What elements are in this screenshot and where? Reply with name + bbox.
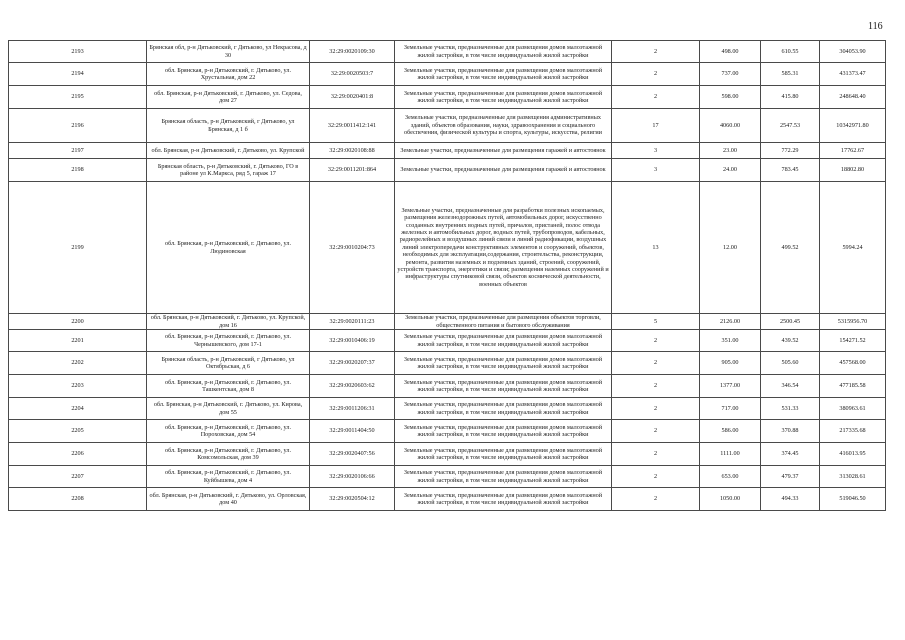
cell-cadastral-number: 32:29:0020207:37 [310,352,395,375]
cell-specific-value: 370.88 [761,420,820,443]
cell-land-use: Земельные участки, предназначенные для размещения домов малоэтажной жилой застройки, в том числе индивидуальной жилой застройки [395,86,612,109]
cell-address: Брянская обл, р-н Дятьковский, г Дятьково, ул Некрасова, д 30 [147,41,310,63]
cell-specific-value: 2547.53 [761,109,820,143]
table-row [9,143,886,159]
cell-area: 24.00 [700,159,761,182]
cell-group-code: 17 [612,109,700,143]
cell-specific-value: 479.37 [761,466,820,488]
cell-cadastral-value: 313028.61 [820,466,886,488]
cell-area: 23.00 [700,143,761,159]
cell-number: 2198 [9,159,147,182]
cell-cadastral-number: 32:29:0010204:73 [310,182,395,314]
cell-area: 737.00 [700,63,761,86]
cadastral-value-table [8,40,886,511]
cell-group-code: 3 [612,143,700,159]
cell-number: 2199 [9,182,147,314]
cell-number: 2202 [9,352,147,375]
cell-area: 653.00 [700,466,761,488]
table-row [9,443,886,466]
table-row [9,159,886,182]
cell-land-use: Земельные участки, предназначенные для размещения гаражей и автостоянок [395,143,612,159]
cell-cadastral-value: 10342971.80 [820,109,886,143]
cell-cadastral-value: 416013.95 [820,443,886,466]
cell-address: обл. Брянская, р-н Дятьковский, г. Дятьково, ул. Пороховская, дом 54 [147,420,310,443]
cell-group-code: 2 [612,41,700,63]
cell-number: 2208 [9,488,147,511]
cell-cadastral-value: 431373.47 [820,63,886,86]
cell-address: обл. Брянская, р-н Дятьковский, г. Дятьково, ул. Куйбышева, дом 4 [147,466,310,488]
cell-land-use: Земельные участки, предназначенные для размещения гаражей и автостоянок [395,159,612,182]
cell-specific-value: 346.54 [761,375,820,398]
cell-area: 4060.00 [700,109,761,143]
cell-group-code: 2 [612,398,700,420]
cell-address: обл. Брянская, р-н Дятьковский, г. Дятьково, ул. Крупской [147,143,310,159]
table-row [9,420,886,443]
cell-address: обл. Брянская, р-н Дятьковский, г. Дятьково, ул. Людиновская [147,182,310,314]
cell-area: 905.00 [700,352,761,375]
cell-specific-value: 439.52 [761,330,820,352]
cell-address: обл. Брянская, р-н Дятьковский, г. Дятьково, ул. Седова, дом 27 [147,86,310,109]
cell-specific-value: 772.29 [761,143,820,159]
cell-land-use: Земельные участки, предназначенные для размещения домов малоэтажной жилой застройки, в том числе индивидуальной жилой застройки [395,63,612,86]
cell-cadastral-number: 32:29:0010406:19 [310,330,395,352]
cell-cadastral-number: 32:29:0011201:864 [310,159,395,182]
table-row [9,314,886,330]
cell-cadastral-value: 5315956.70 [820,314,886,330]
cell-area: 351.00 [700,330,761,352]
cell-number: 2196 [9,109,147,143]
cell-land-use: Земельные участки, предназначенные для размещения домов малоэтажной жилой застройки, в том числе индивидуальной жилой застройки [395,466,612,488]
cell-group-code: 2 [612,63,700,86]
page-number: 116 [868,21,883,32]
cell-area: 598.00 [700,86,761,109]
cell-specific-value: 374.45 [761,443,820,466]
table-row [9,86,886,109]
cell-specific-value: 415.80 [761,86,820,109]
cell-group-code: 2 [612,330,700,352]
cell-number: 2203 [9,375,147,398]
table-row [9,375,886,398]
cell-cadastral-value: 5994.24 [820,182,886,314]
cell-group-code: 2 [612,488,700,511]
cell-specific-value: 505.60 [761,352,820,375]
cell-cadastral-value: 304053.90 [820,41,886,63]
cell-area: 2126.00 [700,314,761,330]
cell-land-use: Земельные участки, предназначенные для размещения домов малоэтажной жилой застройки, в том числе индивидуальной жилой застройки [395,375,612,398]
cell-group-code: 3 [612,159,700,182]
cell-land-use: Земельные участки, предназначенные для размещения домов малоэтажной жилой застройки, в том числе индивидуальной жилой застройки [395,330,612,352]
cell-cadastral-number: 32:29:0020109:30 [310,41,395,63]
cell-number: 2197 [9,143,147,159]
cell-specific-value: 610.55 [761,41,820,63]
cell-specific-value: 783.45 [761,159,820,182]
cell-number: 2205 [9,420,147,443]
cell-specific-value: 531.33 [761,398,820,420]
table-row [9,182,886,314]
cell-group-code: 2 [612,443,700,466]
cell-specific-value: 585.31 [761,63,820,86]
table-row [9,41,886,63]
cell-group-code: 2 [612,466,700,488]
table-row [9,488,886,511]
table-row [9,63,886,86]
table-row [9,330,886,352]
cell-group-code: 2 [612,375,700,398]
cell-cadastral-value: 477185.58 [820,375,886,398]
cell-address: Брянская область, р-н Дятьковский, г Дятьково, ул Брянская, д 1 б [147,109,310,143]
cell-group-code: 13 [612,182,700,314]
cell-specific-value: 2500.45 [761,314,820,330]
cell-cadastral-value: 457568.00 [820,352,886,375]
cell-address: Брянская область, р-н Дятьковский, г. Дятьково, ГО в районе ул К.Маркса, ряд 5, гараж 17 [147,159,310,182]
table-row [9,109,886,143]
cell-land-use: Земельные участки, предназначенные для размещения домов малоэтажной жилой застройки, в том числе индивидуальной жилой застройки [395,420,612,443]
cell-land-use: Земельные участки, предназначенные для размещения домов малоэтажной жилой застройки, в том числе индивидуальной жилой застройки [395,398,612,420]
cell-cadastral-number: 32:29:0020111:23 [310,314,395,330]
cell-cadastral-value: 17762.67 [820,143,886,159]
cell-cadastral-value: 18802.80 [820,159,886,182]
cell-cadastral-value: 248648.40 [820,86,886,109]
cell-address: обл. Брянская, р-н Дятьковский, г. Дятьково, ул. Ташкентская, дом 8 [147,375,310,398]
cell-area: 717.00 [700,398,761,420]
cell-address: обл. Брянская, р-н Дятьковский, г. Дятьково, ул. Орловская, дом 40 [147,488,310,511]
cell-specific-value: 494.33 [761,488,820,511]
cell-number: 2204 [9,398,147,420]
cell-number: 2207 [9,466,147,488]
cell-cadastral-number: 32:29:0020503:7 [310,63,395,86]
cell-cadastral-number: 32:29:0020407:56 [310,443,395,466]
table-row [9,398,886,420]
cell-address: обл. Брянская, р-н Дятьковский, г. Дятьково, ул. Чернышевского, дом 17-1 [147,330,310,352]
cell-address: обл. Брянская, р-н Дятьковский, г. Дятьково, ул. Кирова, дом 55 [147,398,310,420]
cell-number: 2195 [9,86,147,109]
cell-cadastral-number: 32:29:0020106:66 [310,466,395,488]
cell-area: 1050.00 [700,488,761,511]
cell-land-use: Земельные участки, предназначенные для размещения домов малоэтажной жилой застройки, в том числе индивидуальной жилой застройки [395,41,612,63]
cell-cadastral-value: 380963.61 [820,398,886,420]
cell-cadastral-value: 217335.68 [820,420,886,443]
cell-land-use: Земельные участки, предназначенные для разработки полезных ископаемых, размещения железнодорожных путей, автомобильных дорог, искусственно созданных внутренних водных путей, причалов, пристаней, полос отвода железных и автомобильных дорог, водных путей, трубопроводов, кабельных, радиорелейных и воздушных линий связи и линий радиофикации, воздушных линий электропередачи конструктивных элементов и сооружений, объектов, необходимых для эксплуатации,содержания, строительства, реконструкции, ремонта, развития наземных и подземных зданий, строений, сооружений, устройств транспорта, энергетики и связи; размещения наземных сооружений и инфраструктуры спутниковой связи, объектов космической деятельности, военных объектов [395,182,612,314]
cell-address: обл. Брянская, р-н Дятьковский, г. Дятьково, ул. Комсомольская, дом 39 [147,443,310,466]
cell-number: 2206 [9,443,147,466]
cell-land-use: Земельные участки, предназначенные для размещения объектов торговли, общественного питания и бытового обслуживания [395,314,612,330]
cell-area: 12.00 [700,182,761,314]
cell-cadastral-value: 154271.52 [820,330,886,352]
cell-cadastral-number: 32:29:0020603:62 [310,375,395,398]
cell-number: 2194 [9,63,147,86]
cell-cadastral-number: 32:29:0020401:8 [310,86,395,109]
cell-area: 586.00 [700,420,761,443]
table-body [9,41,886,511]
cell-number: 2200 [9,314,147,330]
cell-group-code: 2 [612,420,700,443]
table-row [9,352,886,375]
cell-cadastral-value: 519046.50 [820,488,886,511]
cell-land-use: Земельные участки, предназначенные для размещения домов малоэтажной жилой застройки, в том числе индивидуальной жилой застройки [395,443,612,466]
cell-number: 2193 [9,41,147,63]
cell-land-use: Земельные участки, предназначенные для размещения домов малоэтажной жилой застройки, в том числе индивидуальной жилой застройки [395,352,612,375]
cell-area: 1111.00 [700,443,761,466]
cell-address: Брянская область, р-н Дятьковский, г Дятьково, ул Октябрьская, д 6 [147,352,310,375]
cell-cadastral-number: 32:29:0011206:31 [310,398,395,420]
cell-group-code: 2 [612,86,700,109]
cell-address: обл. Брянская, р-н Дятьковский, г. Дятьково, ул. Хрустальная, дом 22 [147,63,310,86]
cell-address: обл. Брянская, р-н Дятьковский, г. Дятьково, ул. Крупской, дом 16 [147,314,310,330]
cell-specific-value: 499.52 [761,182,820,314]
cell-group-code: 2 [612,352,700,375]
cell-number: 2201 [9,330,147,352]
cell-land-use: Земельные участки, предназначенные для размещения административных зданий, объектов образования, науки, здравоохранения и социального обеспечения, физической культуры и спорта, культуры, искусства, религии [395,109,612,143]
cell-area: 498.00 [700,41,761,63]
cell-area: 1377.00 [700,375,761,398]
cell-cadastral-number: 32:29:0020504:12 [310,488,395,511]
cell-group-code: 5 [612,314,700,330]
cell-land-use: Земельные участки, предназначенные для размещения домов малоэтажной жилой застройки, в том числе индивидуальной жилой застройки [395,488,612,511]
cell-cadastral-number: 32:29:0020108:88 [310,143,395,159]
table-row [9,466,886,488]
cell-cadastral-number: 32:29:0011404:50 [310,420,395,443]
cell-cadastral-number: 32:29:0011412:141 [310,109,395,143]
